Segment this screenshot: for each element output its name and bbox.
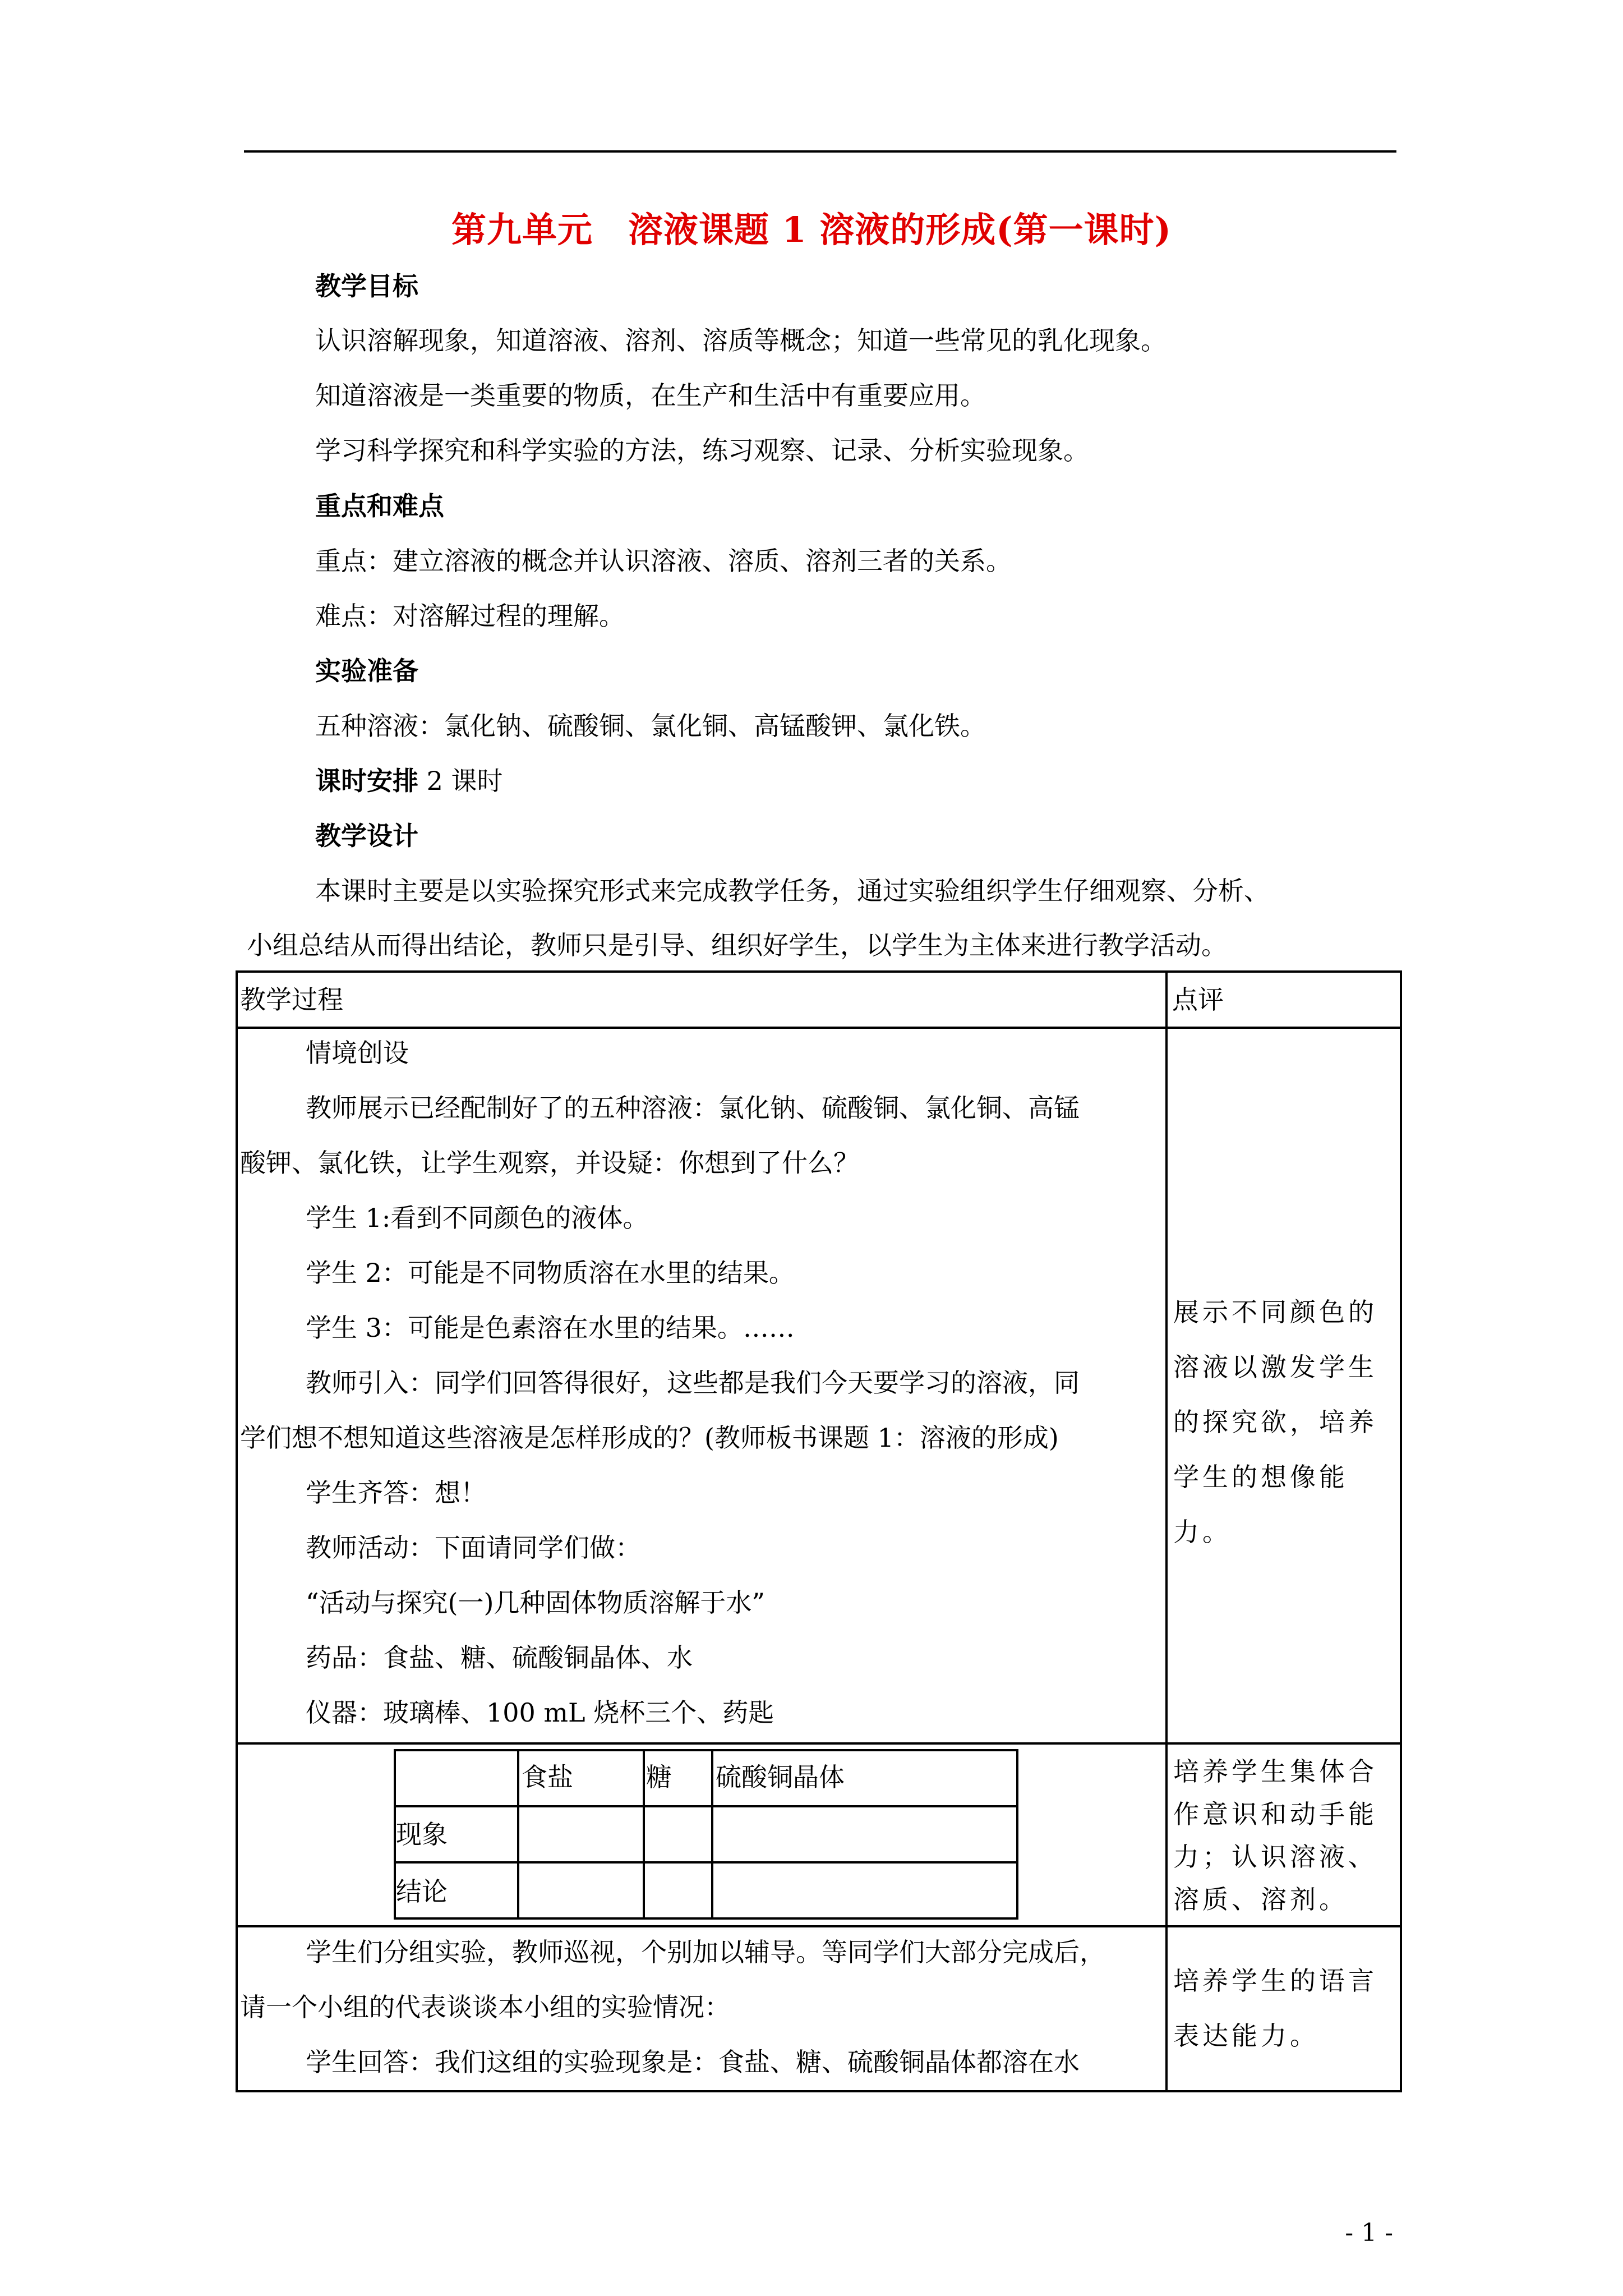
inner-row-header: 现象: [396, 1819, 448, 1849]
schedule-heading: 课时安排: [315, 766, 418, 796]
inner-col-header: 食盐: [522, 1762, 573, 1792]
process-line: 教师展示已经配制好了的五种溶液：氯化钠、硫酸铜、氯化铜、高锰: [306, 1093, 1080, 1123]
inner-row-divider: [394, 1861, 1018, 1864]
objective-item: 学习科学探究和科学实验的方法，练习观察、记录、分析实验现象。: [315, 435, 1089, 466]
inner-row-header: 结论: [396, 1876, 448, 1907]
process-line: 情境创设: [306, 1038, 409, 1068]
key-point-text: 重点：建立溶液的概念并认识溶液、溶质、溶剂三者的关系。: [315, 546, 1012, 576]
inner-col-header: 糖: [646, 1762, 672, 1792]
process-line: 教师活动：下面请同学们做：: [306, 1533, 641, 1563]
process-line: 学们想不想知道这些溶液是怎样形成的？(教师板书课题 1：溶液的形成): [240, 1423, 1059, 1453]
key-points-heading: 重点和难点: [315, 491, 444, 521]
objective-item: 知道溶液是一类重要的物质，在生产和生活中有重要应用。: [315, 380, 986, 411]
process-line: 学生回答：我们这组的实验现象是：食盐、糖、硫酸铜晶体都溶在水: [306, 2047, 1080, 2077]
inner-col-divider: [643, 1749, 645, 1920]
preparation-text: 五种溶液：氯化钠、硫酸铜、氯化铜、高锰酸钾、氯化铁。: [315, 711, 986, 741]
row-divider: [236, 1742, 1402, 1745]
inner-col-divider: [711, 1749, 713, 1920]
page-title: 第九单元 溶液课题 1 溶液的形成(第一课时): [451, 209, 1172, 250]
inner-row-divider: [394, 1805, 1018, 1807]
design-paragraph-line: 小组总结从而得出结论，教师只是引导、组织好学生，以学生为主体来进行教学活动。: [247, 930, 1227, 960]
process-line: 学生 3：可能是色素溶在水里的结果。……: [306, 1313, 795, 1343]
row-divider: [236, 1027, 1402, 1029]
schedule-line: [315, 764, 503, 798]
row-divider: [236, 1925, 1402, 1927]
preparation-heading: 实验准备: [315, 656, 418, 686]
process-line: 请一个小组的代表谈谈本小组的实验情况：: [240, 1992, 730, 2022]
process-line: 学生们分组实验，教师巡视，个别加以辅导。等同学们大部分完成后，: [306, 1937, 1105, 1967]
process-line: 学生齐答：想！: [306, 1478, 486, 1508]
observation-table: [394, 1749, 1018, 1920]
difficulty-text: 难点：对溶解过程的理解。: [315, 601, 625, 631]
top-rule: [244, 150, 1396, 153]
process-line: 酸钾、氯化铁，让学生观察，并设疑：你想到了什么？: [240, 1148, 859, 1178]
header-process: 教学过程: [240, 984, 343, 1015]
row3-comment: 培养学生的语言表达能力。: [1173, 1966, 1377, 2051]
page-number: - 1 -: [1345, 2219, 1393, 2247]
design-paragraph-line: 本课时主要是以实验探究形式来完成教学任务，通过实验组织学生仔细观察、分析、: [315, 876, 1270, 906]
schedule-text: 2 课时: [426, 766, 503, 796]
process-line: 教师引入：同学们回答得很好，这些都是我们今天要学习的溶液，同: [306, 1368, 1080, 1398]
process-line: 药品：食盐、糖、硫酸铜晶体、水: [306, 1642, 693, 1673]
column-divider: [1165, 970, 1168, 2092]
design-heading: 教学设计: [315, 821, 418, 851]
process-line: 学生 2：可能是不同物质溶在水里的结果。: [306, 1258, 795, 1288]
inner-col-divider: [517, 1749, 519, 1920]
row2-comment: 培养学生集体合作意识和动手能力；认识溶液、溶质、溶剂。: [1173, 1756, 1377, 1915]
process-line: 学生 1:看到不同颜色的液体。: [306, 1203, 649, 1233]
header-comment: 点评: [1172, 984, 1224, 1015]
process-line: “活动与探究(一)几种固体物质溶解于水”: [306, 1588, 765, 1618]
objective-item: 认识溶解现象，知道溶液、溶剂、溶质等概念；知道一些常见的乳化现象。: [315, 325, 1166, 356]
inner-col-header: 硫酸铜晶体: [716, 1762, 845, 1792]
objectives-heading: 教学目标: [315, 271, 418, 301]
process-line: 仪器：玻璃棒、100 mL 烧杯三个、药匙: [306, 1697, 774, 1728]
row1-comment: 展示不同颜色的溶液以激发学生的探究欲，培养学生的想像能力。: [1173, 1297, 1377, 1547]
